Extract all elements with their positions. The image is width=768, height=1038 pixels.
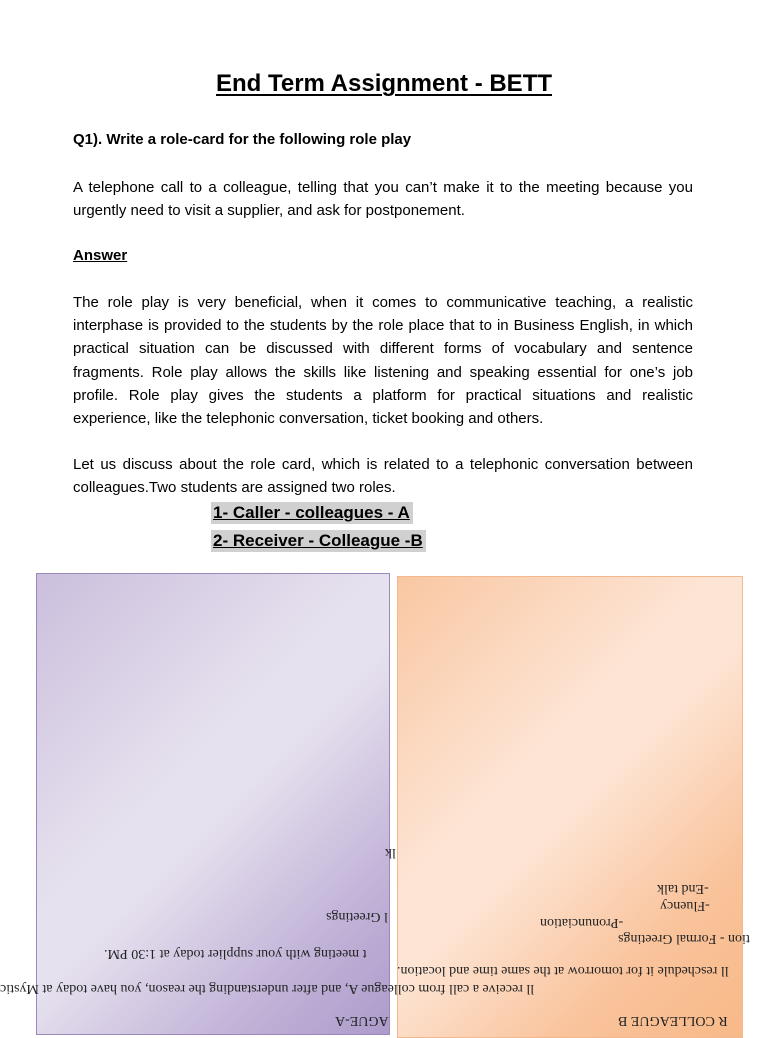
role-caller: 1- Caller - colleagues - A: [211, 502, 413, 524]
answer-heading: Answer: [73, 247, 128, 264]
role-receiver: 2- Receiver - Colleague -B: [211, 530, 426, 552]
card-b-line: -End talk: [657, 881, 709, 896]
card-a-heading: AGUE-A: [335, 1013, 389, 1028]
answer-paragraph-1: The role play is very beneficial, when it comes to communicative teaching, a realistic interphase is provided to the students by the role place that to in Business English, in which practical situation can be discussed with different forms of vocabulary and sentence fragments. Role play allows the skills like listening and speaking essential for one’s job profile. Role play gives the students a platform for practical situations and realistic experience, like the telephonic conversation, ticket booking and others.: [73, 294, 693, 428]
card-b-line: -Fluency: [660, 898, 710, 913]
card-a-line: l Greetings: [326, 909, 388, 924]
page-title: End Term Assignment - BETT: [215, 70, 553, 97]
question-prompt: A telephone call to a colleague, telling that you can’t make it to the meeting because you urgently need to visit a supplier, and ask for postponement.: [73, 179, 693, 220]
question-heading: Q1). Write a role-card for the following role play: [73, 131, 412, 148]
card-b-heading: R COLLEAGUE B: [618, 1013, 728, 1028]
card-a-line: lk: [385, 845, 396, 860]
card-b-line: tion - Formal Greetings: [618, 931, 750, 946]
card-a-line: t meeting with your supplier today at 1:30 PM.: [104, 946, 367, 961]
answer-paragraph-2: Let us discuss about the role card, which is related to a telephonic conversation between colleagues.Two students are assigned two roles.: [73, 456, 693, 497]
card-b-line: -Pronunciation: [540, 915, 624, 930]
role-card-a: [36, 573, 390, 1035]
card-b-line: ll reschedule it for tomorrow at the same time and location.: [397, 963, 729, 978]
card-a-line: ll receive a call from colleague A, and after understanding the reason, you have today at Mystic: [0, 981, 535, 996]
